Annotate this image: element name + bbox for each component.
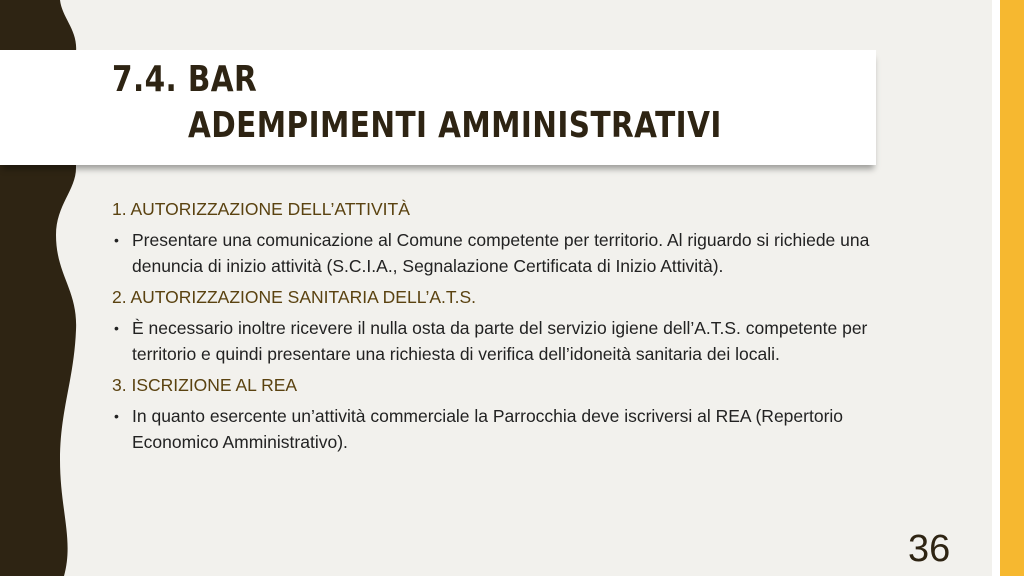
bullet-text: Presentare una comunicazione al Comune competente per territorio. Al riguardo si richiede una denuncia di inizio attività (S.C.I.A., Segnalazione Certificata di Inizio Attività). [132,230,870,276]
slide-content [112,197,872,461]
section-heading-iscrizione-rea: 3. ISCRIZIONE AL REA [112,375,298,395]
bullet-text: In quanto esercente un’attività commerciale la Parrocchia deve iscriversi al REA (Repertorio Economico Amministrativo). [132,406,844,452]
bullet-item [112,403,872,455]
bullet-dot-icon: • [114,232,119,248]
bullet-dot-icon: • [114,408,119,424]
section-heading-autorizzazione-attivita: 1. AUTORIZZAZIONE DELL’ATTIVITÀ [112,199,410,219]
section-heading-autorizzazione-sanitaria: 2. AUTORIZZAZIONE SANITARIA DELL’A.T.S. [112,287,477,307]
bullet-item [112,227,872,279]
slide-title: 7.4. BAR [112,59,258,100]
right-accent-band [1000,0,1024,576]
page-number: 36 [908,528,951,570]
bullet-item [112,315,872,367]
bullet-dot-icon: • [114,320,119,336]
bullet-text: È necessario inoltre ricevere il nulla osta da parte del servizio igiene dell’A.T.S. competente per territorio e quindi presentare una richiesta di verifica dell’idoneità sanitaria dei locali. [132,318,868,364]
slide-subtitle: ADEMPIMENTI AMMINISTRATIVI [188,105,722,146]
right-accent-gap [992,0,1000,576]
